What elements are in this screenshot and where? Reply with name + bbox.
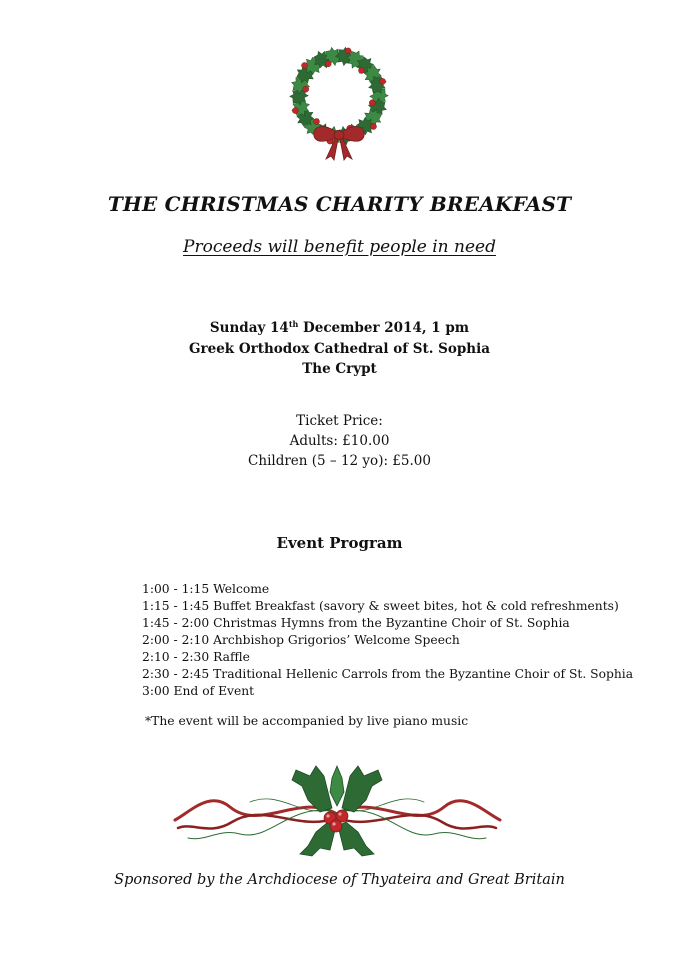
program-item: 1:00 - 1:15 Welcome <box>142 582 270 596</box>
program-note: *The event will be accompanied by live piano music <box>145 714 469 728</box>
wreath-berry <box>380 78 386 84</box>
wreath-berry <box>371 124 377 130</box>
program-item: 2:10 - 2:30 Raffle <box>142 650 250 664</box>
program-item: 2:00 - 2:10 Archbishop Grigorios’ Welcome Speech <box>142 633 460 647</box>
program-item: 3:00 End of Event <box>142 684 255 698</box>
page-subtitle <box>0 237 679 257</box>
christmas-wreath-icon <box>272 38 407 163</box>
holly-ribbon-icon <box>170 762 505 862</box>
wreath-berry <box>292 108 298 114</box>
event-date-day: Sunday 14 <box>209 320 289 336</box>
wreath-berry <box>369 100 375 106</box>
ticket-heading: Ticket Price: <box>296 413 383 429</box>
program-item: 1:15 - 1:45 Buffet Breakfast (savory & sweet bites, hot & cold refreshments) <box>142 599 619 613</box>
page-title: THE CHRISTMAS CHARITY BREAKFAST <box>107 192 572 216</box>
wreath-berry <box>303 86 309 92</box>
subtitle-text: Proceeds will benefit people in need <box>183 237 496 257</box>
event-date <box>0 318 679 339</box>
wreath-berry <box>302 63 308 69</box>
event-date-suffix: th <box>288 319 299 329</box>
event-date-rest: December 2014, 1 pm <box>298 320 470 336</box>
sponsor-line: Sponsored by the Archdiocese of Thyateira and Great Britain <box>114 872 565 888</box>
event-venue: Greek Orthodox Cathedral of St. Sophia <box>188 340 491 357</box>
wreath-berry <box>359 68 365 74</box>
program-list <box>142 581 633 700</box>
wreath-berry <box>345 48 351 54</box>
ticket-children: Children (5 – 12 yo): £5.00 <box>248 453 431 469</box>
ticket-prices <box>0 411 679 471</box>
wreath-berry <box>314 119 320 125</box>
event-details <box>0 318 679 380</box>
ticket-adults: Adults: £10.00 <box>289 433 390 449</box>
program-item: 1:45 - 2:00 Christmas Hymns from the Byzantine Choir of St. Sophia <box>142 616 570 630</box>
event-room: The Crypt <box>302 361 377 377</box>
program-item: 2:30 - 2:45 Traditional Hellenic Carrols from the Byzantine Choir of St. Sophia <box>142 667 634 681</box>
program-heading: Event Program <box>276 534 403 552</box>
wreath-berry <box>325 61 331 67</box>
